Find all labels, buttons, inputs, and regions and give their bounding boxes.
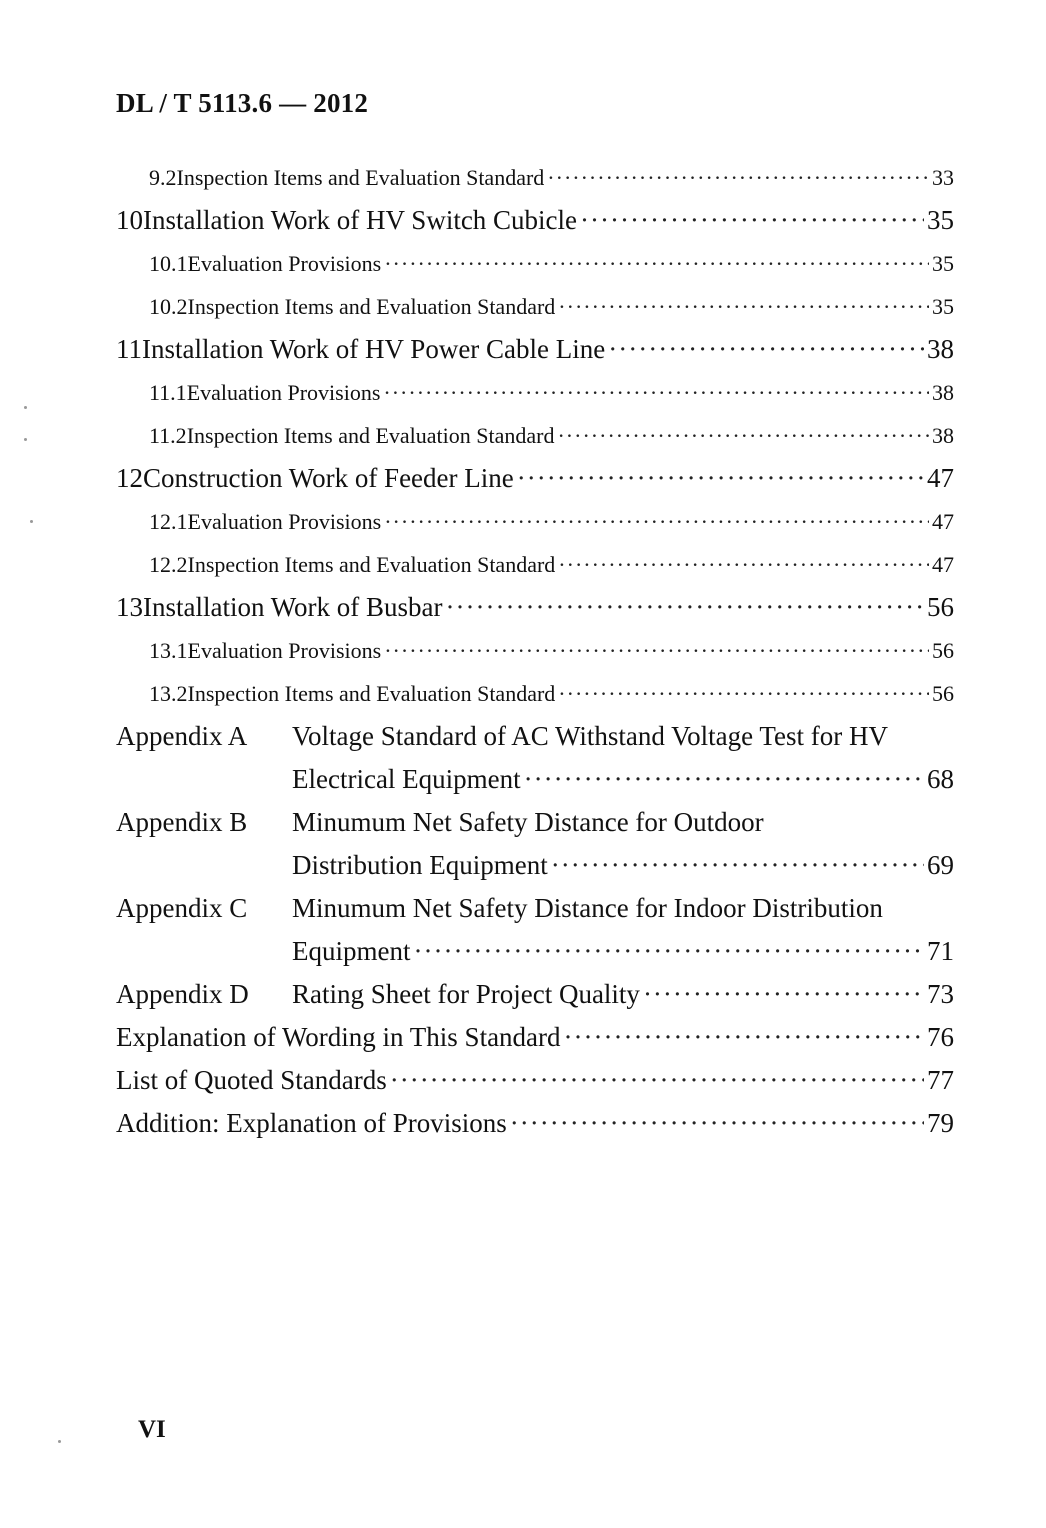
toc-page: 71 xyxy=(927,936,954,966)
toc-title: Minumum Net Safety Distance for Outdoor xyxy=(292,807,764,837)
dot-leader xyxy=(384,629,929,672)
toc-entry-addition[interactable] xyxy=(116,1102,954,1145)
toc-title: Explanation of Wording in This Standard xyxy=(116,1022,561,1052)
toc-page: 73 xyxy=(927,979,954,1009)
toc-entry-12-1[interactable] xyxy=(116,500,954,543)
dot-leader xyxy=(413,930,924,973)
dot-leader xyxy=(383,371,929,414)
toc-page: 76 xyxy=(927,1022,954,1052)
toc-page: 56 xyxy=(927,592,954,622)
dot-leader xyxy=(608,328,924,371)
dot-leader xyxy=(446,586,924,629)
toc-number: 10.1 xyxy=(149,251,188,276)
toc-number: 11.2 xyxy=(149,423,187,448)
toc-entry-10[interactable] xyxy=(116,199,954,242)
toc-title: Addition: Explanation of Provisions xyxy=(116,1108,507,1138)
toc-title: Inspection Items and Evaluation Standard xyxy=(187,552,556,577)
toc-entry-appendix-c[interactable] xyxy=(116,887,954,930)
toc-title-cont: Distribution Equipment xyxy=(292,850,548,880)
dot-leader xyxy=(547,156,929,199)
toc-page: 38 xyxy=(932,380,954,405)
toc-number: 13.1 xyxy=(149,638,188,663)
dot-leader xyxy=(524,758,924,801)
toc-page: 35 xyxy=(927,205,954,235)
dot-leader xyxy=(510,1102,924,1145)
scan-speck xyxy=(24,438,27,441)
toc-title: Installation Work of Busbar xyxy=(143,592,443,622)
toc-page: 35 xyxy=(932,251,954,276)
toc-title: Rating Sheet for Project Quality xyxy=(292,979,640,1009)
table-of-contents xyxy=(116,156,954,1145)
toc-number: 12.1 xyxy=(149,509,188,534)
toc-page: 33 xyxy=(932,165,954,190)
toc-entry-11[interactable] xyxy=(116,328,954,371)
appendix-label: Appendix A xyxy=(116,721,248,751)
document-header: DL / T 5113.6 — 2012 xyxy=(116,88,369,118)
toc-entry-explanation-of-wording[interactable] xyxy=(116,1016,954,1059)
toc-entry-appendix-a-cont[interactable] xyxy=(116,758,954,801)
dot-leader xyxy=(558,285,929,328)
toc-title: List of Quoted Standards xyxy=(116,1065,387,1095)
toc-page: 77 xyxy=(927,1065,954,1095)
toc-entry-11-1[interactable] xyxy=(116,371,954,414)
appendix-label: Appendix D xyxy=(116,979,249,1009)
toc-page: 38 xyxy=(932,423,954,448)
toc-number: 9.2 xyxy=(149,165,177,190)
toc-number: 10 xyxy=(116,205,143,235)
dot-leader xyxy=(551,844,924,887)
scan-speck xyxy=(24,406,27,409)
toc-entry-appendix-a[interactable] xyxy=(116,715,954,758)
toc-page: 47 xyxy=(932,552,954,577)
toc-title: Inspection Items and Evaluation Standard xyxy=(187,681,556,706)
toc-number: 12 xyxy=(116,463,143,493)
toc-entry-10-1[interactable] xyxy=(116,242,954,285)
scan-speck xyxy=(30,520,33,523)
toc-entry-quoted-standards[interactable] xyxy=(116,1059,954,1102)
toc-entry-10-2[interactable] xyxy=(116,285,954,328)
toc-entry-12-2[interactable] xyxy=(116,543,954,586)
dot-leader xyxy=(558,672,929,715)
toc-title: Minumum Net Safety Distance for Indoor Distribution xyxy=(292,893,883,923)
toc-page: 56 xyxy=(932,638,954,663)
toc-title: Inspection Items and Evaluation Standard xyxy=(176,165,545,190)
toc-entry-appendix-d[interactable] xyxy=(116,973,954,1016)
toc-title: Inspection Items and Evaluation Standard xyxy=(187,294,556,319)
toc-title: Voltage Standard of AC Withstand Voltage Test for HV xyxy=(292,721,888,751)
toc-entry-13[interactable] xyxy=(116,586,954,629)
toc-title: Inspection Items and Evaluation Standard xyxy=(186,423,555,448)
toc-title: Evaluation Provisions xyxy=(186,380,381,405)
toc-number: 11.1 xyxy=(149,380,187,405)
toc-page: 68 xyxy=(927,764,954,794)
toc-title: Evaluation Provisions xyxy=(187,638,382,663)
toc-title: Evaluation Provisions xyxy=(187,509,382,534)
toc-page: 69 xyxy=(927,850,954,880)
scan-speck xyxy=(58,1440,61,1443)
toc-page: 35 xyxy=(932,294,954,319)
dot-leader xyxy=(384,500,929,543)
toc-page: 56 xyxy=(932,681,954,706)
toc-title-cont: Equipment xyxy=(292,936,411,966)
toc-number: 13 xyxy=(116,592,143,622)
toc-entry-13-2[interactable] xyxy=(116,672,954,715)
toc-page: 47 xyxy=(932,509,954,534)
toc-entry-13-1[interactable] xyxy=(116,629,954,672)
toc-entry-11-2[interactable] xyxy=(116,414,954,457)
dot-leader xyxy=(558,543,929,586)
dot-leader xyxy=(384,242,929,285)
toc-entry-12[interactable] xyxy=(116,457,954,500)
toc-number: 13.2 xyxy=(149,681,188,706)
toc-page: 47 xyxy=(927,463,954,493)
toc-entry-appendix-b[interactable] xyxy=(116,801,954,844)
appendix-label: Appendix C xyxy=(116,893,248,923)
page-number: VI xyxy=(138,1416,166,1443)
dot-leader xyxy=(580,199,924,242)
toc-page: 79 xyxy=(927,1108,954,1138)
toc-number: 12.2 xyxy=(149,552,188,577)
toc-title: Evaluation Provisions xyxy=(187,251,382,276)
toc-title: Installation Work of HV Switch Cubicle xyxy=(143,205,578,235)
toc-entry-appendix-c-cont[interactable] xyxy=(116,930,954,973)
toc-title-cont: Electrical Equipment xyxy=(292,764,521,794)
toc-title: Construction Work of Feeder Line xyxy=(143,463,514,493)
toc-page: 38 xyxy=(927,334,954,364)
dot-leader xyxy=(557,414,929,457)
dot-leader xyxy=(564,1016,924,1059)
dot-leader xyxy=(643,973,924,1016)
toc-entry-appendix-b-cont[interactable] xyxy=(116,844,954,887)
toc-number: 11 xyxy=(116,334,142,364)
toc-number: 10.2 xyxy=(149,294,188,319)
toc-entry-9-2[interactable] xyxy=(116,156,954,199)
toc-title: Installation Work of HV Power Cable Line xyxy=(142,334,606,364)
dot-leader xyxy=(390,1059,924,1102)
dot-leader xyxy=(517,457,924,500)
appendix-label: Appendix B xyxy=(116,807,248,837)
